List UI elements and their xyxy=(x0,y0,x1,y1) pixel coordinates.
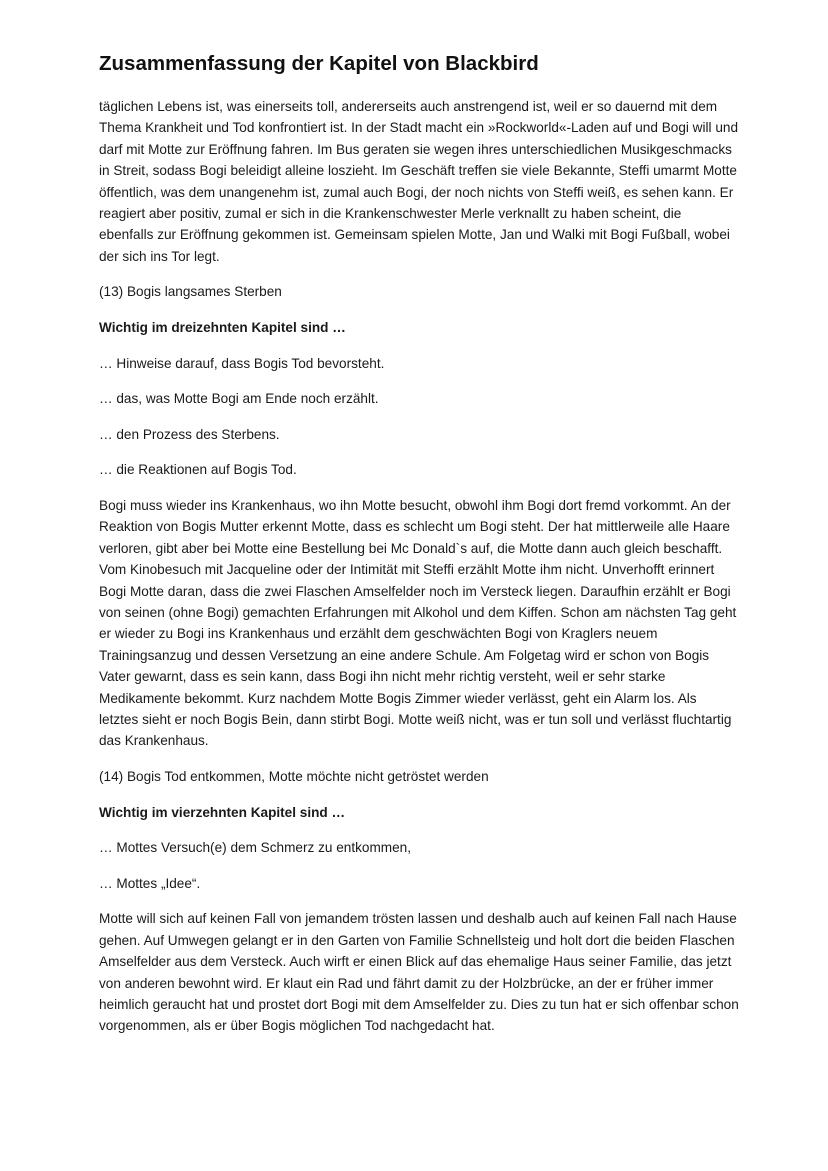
chapter-13-heading: (13) Bogis langsames Sterben xyxy=(99,284,282,300)
chapter-14-summary: Motte will sich auf keinen Fall von jemandem trösten lassen und deshalb auch auf keinen Fall nach Hause gehen. Auf Umwegen gelangt er in den Garten von Familie Schnellsteig und holt dort die beiden Flaschen Amselfelder aus dem Versteck. Auch wirft er einen Blick auf das ehemalige Haus seiner Familie, das jetzt von anderen bewohnt wird. Er klaut ein Rad und fährt damit zu der Holzbrücke, an der er früher immer heimlich geraucht hat und prostet dort Bogi mit dem Amselfelder zu. Dies zu tun hat er sich offenbar schon vorgenommen, als er über Bogis möglichen Tod nachgedacht hat. xyxy=(99,911,739,1034)
chapter-14-key-points-heading: Wichtig im vierzehnten Kapitel sind … xyxy=(99,804,346,820)
page-title: Zusammenfassung der Kapitel von Blackbird xyxy=(99,52,539,75)
chapter-13-key-point: … das, was Motte Bogi am Ende noch erzählt. xyxy=(99,391,379,407)
paragraph-chapter-12-summary-end: täglichen Lebens ist, was einerseits toll, andererseits auch anstrengend ist, weil er so dauernd mit dem Thema Krankheit und Tod konfrontiert ist. In der Stadt macht ein »Rockworld«-Laden auf und Bogi will und darf mit Motte zur Eröffnung fahren. Im Bus geraten sie wegen ihres unterschiedlichen Musikgeschmacks in Streit, sodass Bogi beleidigt alleine loszieht. Im Geschäft treffen sie viele Bekannte, Steffi umarmt Motte öffentlich, was dem unangenehm ist, zumal auch Bogi, der noch nichts von Steffi weiß, es sehen kann. Er reagiert aber positiv, zumal er sich in die Krankenschwester Merle verknallt zu haben scheint, die ebenfalls zur Eröffnung gekommen ist. Gemeinsam spielen Motte, Jan und Walki mit Bogi Fußball, wobei der sich ins Tor legt. xyxy=(99,99,739,264)
chapter-13-key-point: … den Prozess des Sterbens. xyxy=(99,426,280,442)
chapter-13-key-point: … die Reaktionen auf Bogis Tod. xyxy=(99,462,297,478)
chapter-14-key-point: … Mottes Versuch(e) dem Schmerz zu entkommen, xyxy=(99,840,412,856)
chapter-13-key-point: … Hinweise darauf, dass Bogis Tod bevorsteht. xyxy=(99,355,385,371)
chapter-13-key-points-heading: Wichtig im dreizehnten Kapitel sind … xyxy=(99,320,346,336)
document-body xyxy=(99,96,739,1051)
chapter-14-heading: (14) Bogis Tod entkommen, Motte möchte nicht getröstet werden xyxy=(99,769,489,785)
chapter-14-key-point: … Mottes „Idee“. xyxy=(99,875,201,891)
chapter-13-summary: Bogi muss wieder ins Krankenhaus, wo ihn Motte besucht, obwohl ihm Bogi dort fremd vorkommt. An der Reaktion von Bogis Mutter erkennt Motte, dass es schlecht um Bogi steht. Der hat mittlerweile alle Haare verloren, gibt aber bei Motte eine Bestellung bei Mc Donald`s auf, die Motte dann auch gleich beschafft. Vom Kinobesuch mit Jacqueline oder der Intimität mit Steffi erzählt Motte ihm nicht. Unverhofft erinnert Bogi Motte daran, dass die zwei Flaschen Amselfelder noch im Versteck liegen. Daraufhin erzählt er Bogi von seinen (ohne Bogi) gemachten Erfahrungen mit Alkohol und dem Kiffen. Schon am nächsten Tag geht er wieder zu Bogi ins Krankenhaus und erzählt dem geschwächten Bogi von Kraglers neuem Trainingsanzug und dessen Versetzung an eine andere Schule. Am Folgetag wird er schon von Bogis Vater gewarnt, dass es sein kann, dass Bogi ihn nicht mehr richtig versteht, weil er sehr starke Medikamente bekommt. Kurz nachdem Motte Bogis Zimmer wieder verlässt, geht ein Alarm los. Als letztes sieht er noch Bogis Bein, dann stirbt Bogi. Motte weiß nicht, was er tun soll und verlässt fluchtartig das Krankenhaus. xyxy=(99,498,737,749)
